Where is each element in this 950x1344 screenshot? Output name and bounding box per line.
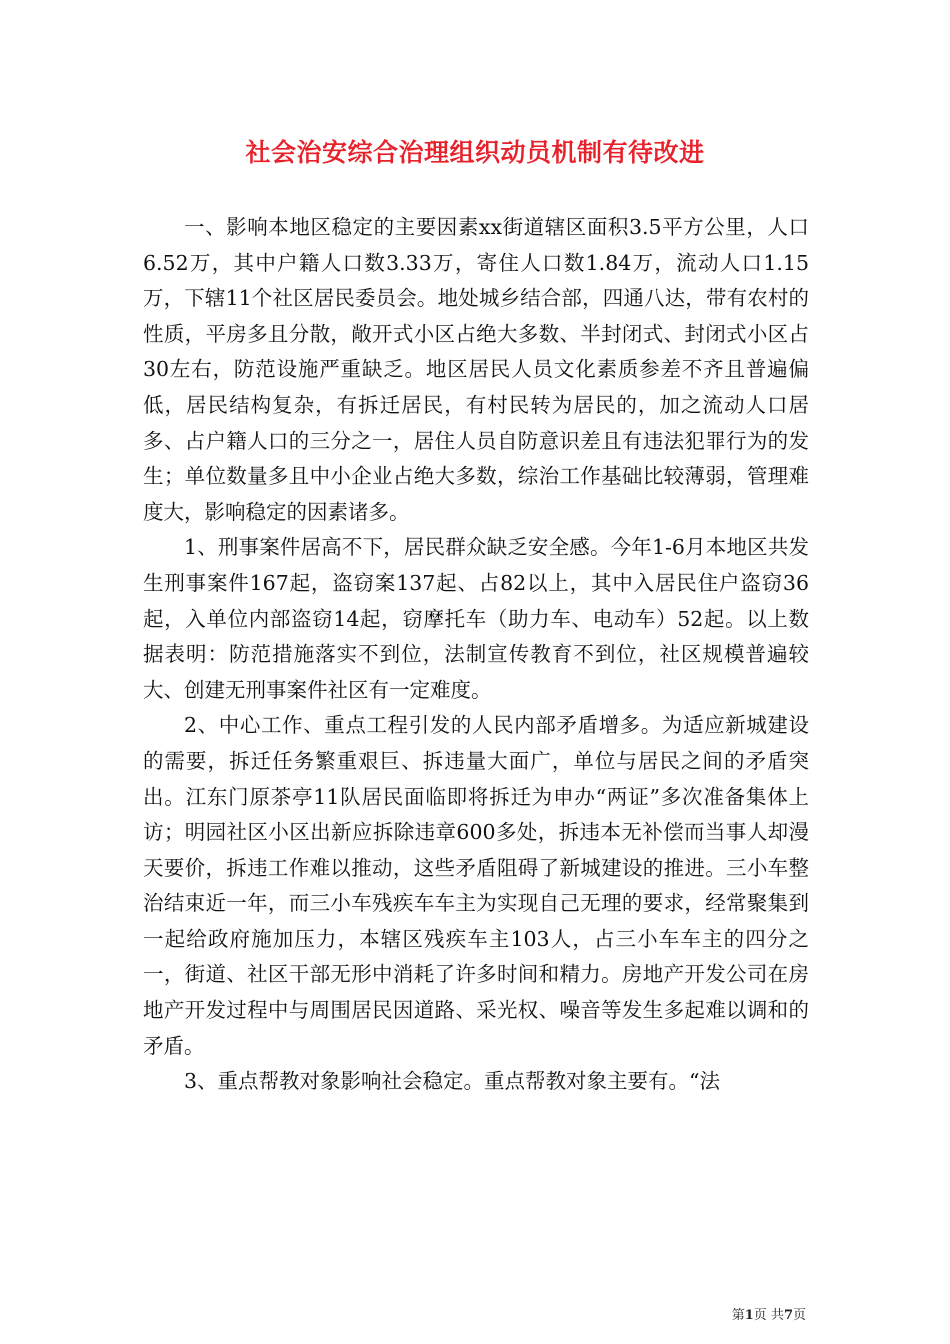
document-title: 社会治安综合治理组织动员机制有待改进 (245, 138, 705, 167)
document-body (143, 210, 809, 1100)
footer-middle: 页 共 (753, 1308, 784, 1323)
total-page-number: 7 (783, 1308, 793, 1323)
paragraph-criminal-cases: 1、刑事案件居高不下，居民群众缺乏安全感。今年1-6月本地区共发生刑事案件167起，盗窃案137起、占82以上，其中入居民住户盗窃36起，入单位内部盗窃14起，窃摩托车（助力车、电动车）52起。以上数据表明：防范措施落实不到位，法制宣传教育不到位，社区规模普遍较大、创建无刑事案件社区有一定难度。 (143, 535, 809, 702)
paragraph-internal-conflicts: 2、中心工作、重点工程引发的人民内部矛盾增多。为适应新城建设的需要，拆迁任务繁重艰巨、拆违量大面广，单位与居民之间的矛盾突出。江东门原茶亭11队居民面临即将拆迁为申办“两证”多次准备集体上访；明园社区小区出新应拆除违章600多处，拆违本无补偿而当事人却漫天要价，拆违工作难以推动，这些矛盾阻碍了新城建设的推进。三小车整治结束近一年，而三小车残疾车车主为实现自己无理的要求，经常聚集到一起给政府施加压力，本辖区残疾车主103人，占三小车车主的四分之一，街道、社区干部无形中消耗了许多时间和精力。房地产开发公司在房地产开发过程中与周围居民因道路、采光权、噪音等发生多起难以调和的矛盾。 (143, 713, 809, 1058)
footer-suffix: 页 (792, 1308, 806, 1323)
footer-prefix: 第 (731, 1308, 745, 1323)
current-page-number: 1 (744, 1308, 754, 1323)
page-number-footer (732, 1304, 806, 1323)
paragraph-key-assistance: 3、重点帮教对象影响社会稳定。重点帮教对象主要有。“法 (184, 1069, 721, 1094)
paragraph-intro: 一、影响本地区稳定的主要因素xx街道辖区面积3.5平方公里，人口6.52万，其中户籍人口数3.33万，寄住人口数1.84万，流动人口1.15万，下辖11个社区居民委员会。地处城乡结合部，四通八达，带有农村的性质，平房多且分散，敞开式小区占绝大多数、半封闭式、封闭式小区占30左右，防范设施严重缺乏。地区居民人员文化素质参差不齐且普遍偏低，居民结构复杂，有拆迁居民，有村民转为居民的，加之流动人口居多、占户籍人口的三分之一，居住人员自防意识差且有违法犯罪行为的发生；单位数量多且中小企业占绝大多数，综治工作基础比较薄弱，管理难度大，影响稳定的因素诸多。 (143, 215, 809, 524)
